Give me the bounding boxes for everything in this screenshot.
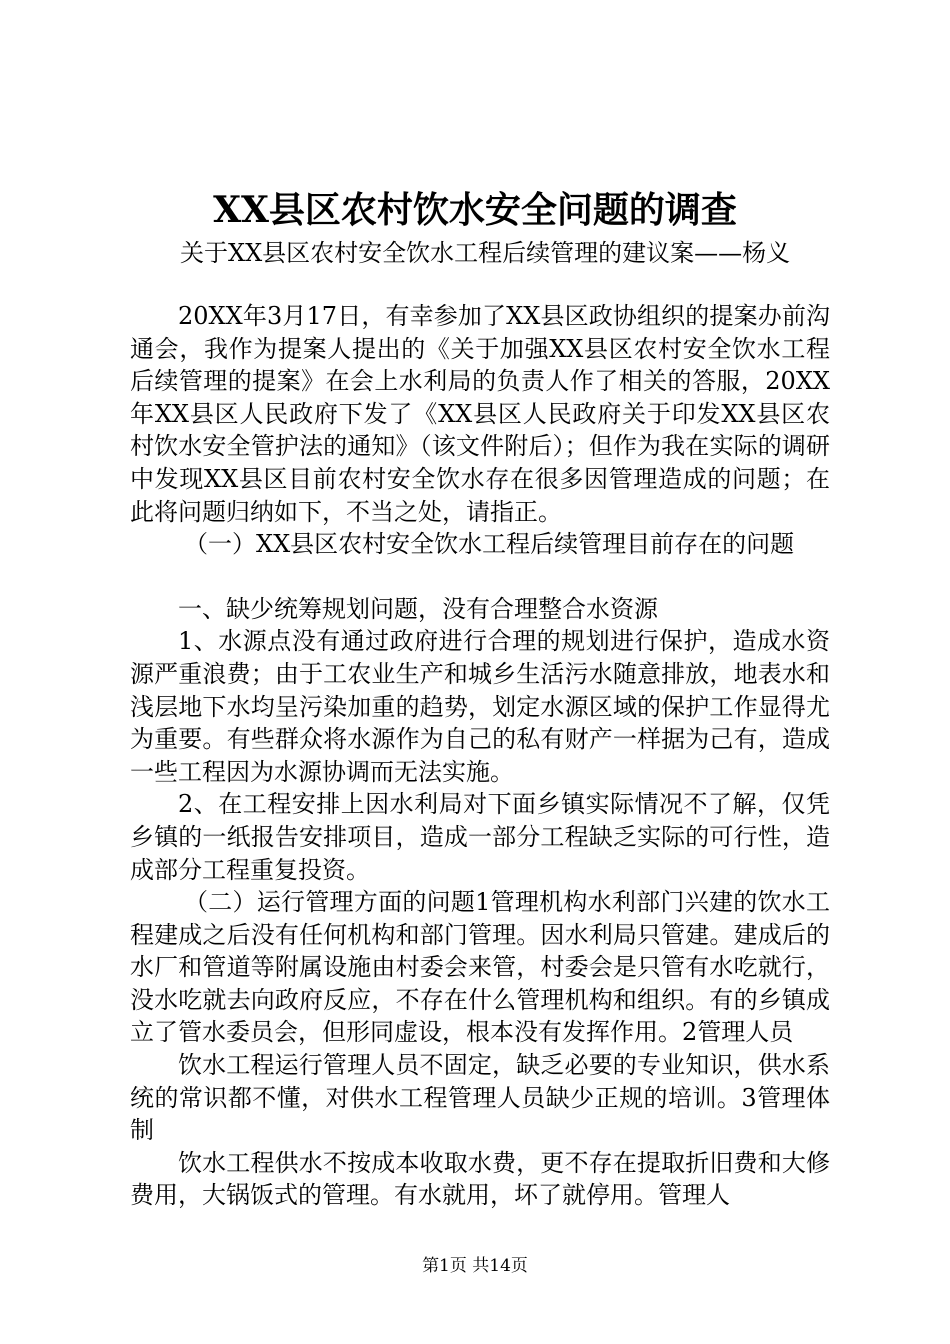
paragraph-intro: 20XX年3月17日，有幸参加了XX县区政协组织的提案办前沟通会，我作为提案人提出的《关于加强XX县区农村安全饮水工程后续管理的提案》在会上水利局的负责人作了相关的答服，20XX年XX县区人民政府下发了《XX县区人民政府关于印发XX县区农村饮水安全管护法的通知》（该文件附后）；但作为我在实际的调研中发现XX县区目前农村安全饮水存在很多因管理造成的问题；在此将问题归纳如下，不当之处，请指正。 [130,302,830,526]
paragraph-personnel: 饮水工程运行管理人员不固定，缺乏必要的专业知识，供水系统的常识都不懂，对供水工程管理人员缺少正规的培训。3管理体制 [130,1051,830,1145]
section-heading-2: （二）运行管理方面的问题1管理机构水利部门兴建的饮水工程建成之后没有任何机构和部门管理。因水利局只管建。建成后的水厂和管道等附属设施由村委会来管，村委会是只管有水吃就行，没水吃就去向政府反应，不存在什么管理机构和组织。有的乡镇成立了管水委员会，但形同虚设，根本没有发挥作用。2管理人员 [130,888,830,1047]
document-body [130,300,830,1212]
subsection-heading-1: 一、缺少统筹规划问题，没有合理整合水资源 [178,594,658,623]
paragraph-item-1: 1、水源点没有通过政府进行合理的规划进行保护，造成水资源严重浪费；由于工农业生产和城乡生活污水随意排放，地表水和浅层地下水均呈污染加重的趋势，划定水源区域的保护工作显得尤为重要。有些群众将水源作为自己的私有财产一样据为己有，造成一些工程因为水源协调而无法实施。 [130,627,830,786]
document-subtitle: 关于XX县区农村安全饮水工程后续管理的建议案——杨义 [180,239,791,267]
page-footer: 第1页 共14页 [422,1256,528,1276]
paragraph-system: 饮水工程供水不按成本收取水费，更不存在提取折旧费和大修费用，大锅饭式的管理。有水就用，坏了就停用。管理人 [130,1148,830,1210]
document-title: XX县区农村饮水安全问题的调查 [213,189,737,231]
paragraph-item-2: 2、在工程安排上因水利局对下面乡镇实际情况不了解，仅凭乡镇的一纸报告安排项目，造成一部分工程缺乏实际的可行性，造成部分工程重复投资。 [130,790,830,884]
section-heading-1: （一）XX县区农村安全饮水工程后续管理目前存在的问题 [184,530,795,559]
